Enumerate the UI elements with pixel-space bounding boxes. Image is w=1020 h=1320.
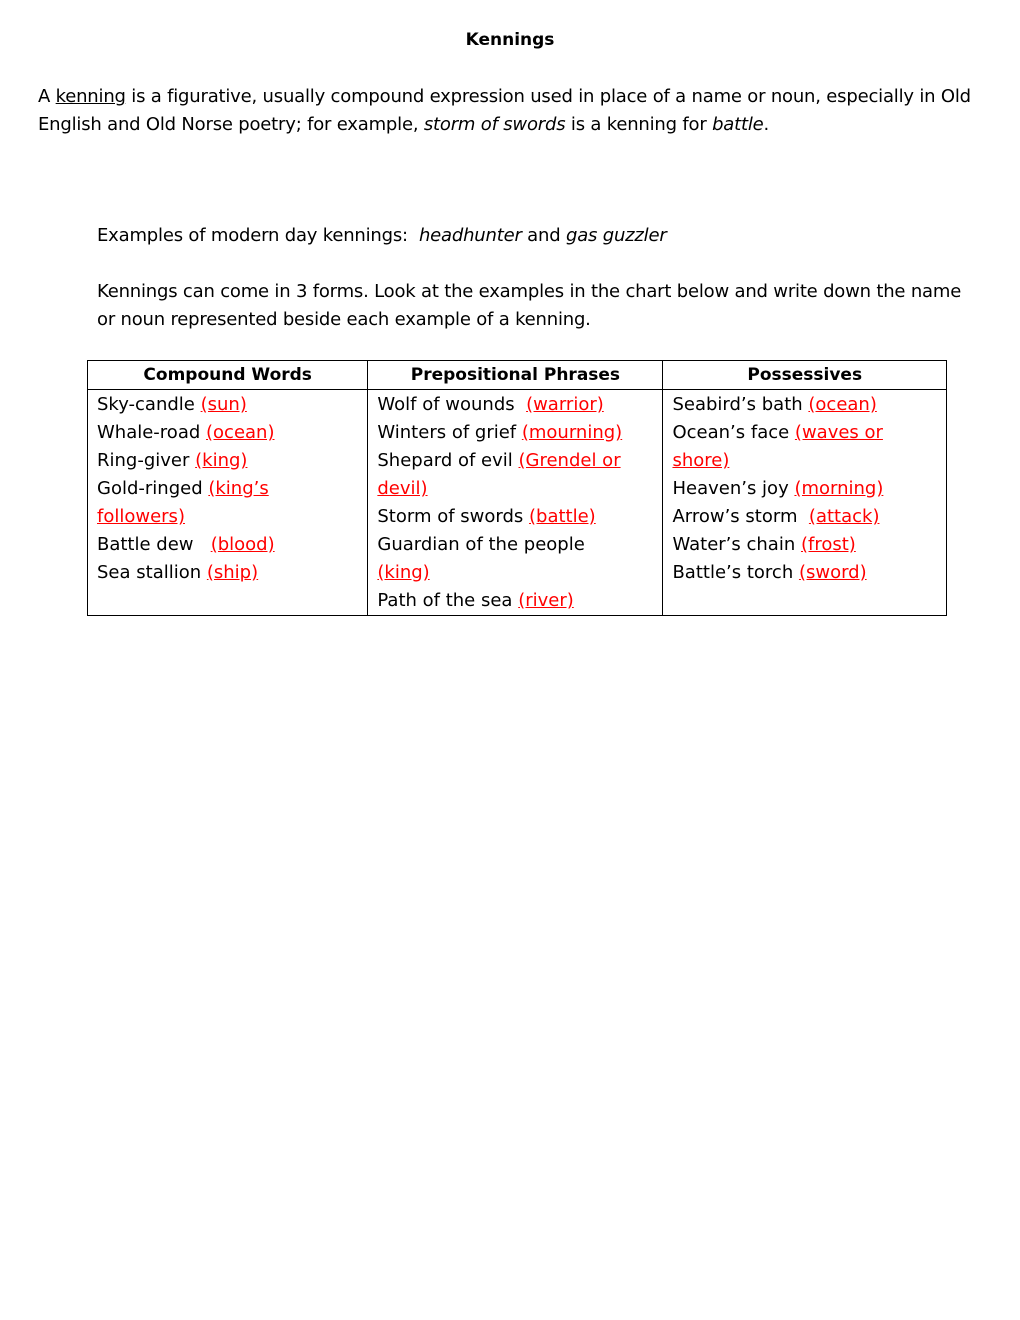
term-kenning: kenning <box>55 86 126 107</box>
kennings-table <box>87 360 947 616</box>
list-item <box>672 475 937 503</box>
list-item <box>97 475 307 531</box>
list-item <box>97 447 358 475</box>
column-compound-words <box>88 390 368 616</box>
kenning-text: Battle’s torch <box>672 562 799 583</box>
list-item <box>672 559 937 587</box>
column-prepositional-phrases <box>368 390 663 616</box>
modern-example-1: headhunter <box>418 225 522 246</box>
header-possessives: Possessives <box>663 361 947 390</box>
answer-text: (waves or shore) <box>672 422 883 471</box>
kenning-text: Heaven’s joy <box>672 478 795 499</box>
intro-example: storm of swords <box>423 114 566 135</box>
list-item <box>672 503 937 531</box>
kenning-text: Sky-candle <box>97 394 201 415</box>
intro-prefix: A <box>38 86 56 107</box>
kenning-text: Battle dew <box>97 534 211 555</box>
answer-text: (river) <box>518 590 574 611</box>
answer-text: (attack) <box>808 506 880 527</box>
modern-example-2: gas guzzler <box>565 225 667 246</box>
kenning-text: Ring-giver <box>97 450 196 471</box>
answer-text: (morning) <box>794 478 884 499</box>
list-item <box>377 587 653 615</box>
kenning-text: Whale-road <box>97 422 207 443</box>
kenning-text: Seabird’s bath <box>672 394 809 415</box>
intro-middle: is a kenning for <box>565 114 713 135</box>
list-item <box>672 531 937 559</box>
kenning-text: Guardian of the people <box>377 534 585 555</box>
list-item <box>672 391 937 419</box>
list-item <box>377 419 653 447</box>
answer-text: (Grendel or devil) <box>377 450 621 499</box>
list-item <box>97 559 358 587</box>
answer-text: (blood) <box>210 534 275 555</box>
answer-text: (warrior) <box>526 394 604 415</box>
list-item <box>377 531 617 587</box>
answer-text: (ocean) <box>808 394 877 415</box>
kenning-text: Shepard of evil <box>377 450 519 471</box>
kenning-text: Water’s chain <box>672 534 801 555</box>
answer-text: (frost) <box>800 534 856 555</box>
kenning-text: Storm of swords <box>377 506 530 527</box>
answer-text: (mourning) <box>521 422 623 443</box>
answer-text: (sun) <box>200 394 247 415</box>
answer-text: (battle) <box>529 506 596 527</box>
list-item <box>97 391 358 419</box>
intro-example-meaning: battle <box>712 114 764 135</box>
modern-label: Examples of modern day kennings: <box>97 225 419 246</box>
modern-examples <box>97 222 977 250</box>
list-item <box>97 531 358 559</box>
answer-text: (king) <box>377 562 430 583</box>
kenning-text: Sea stallion <box>97 562 207 583</box>
answer-text: (ship) <box>206 562 259 583</box>
kenning-text: Arrow’s storm <box>672 506 809 527</box>
intro-paragraph <box>38 83 988 139</box>
intro-body: is a figurative, usually compound expression used in place of a name or noun, especially in Old English and Old Norse poetry; for example, <box>38 86 971 135</box>
kenning-text: Ocean’s face <box>672 422 795 443</box>
kenning-text: Gold-ringed <box>97 478 209 499</box>
instructions-paragraph: Kennings can come in 3 forms. Look at the examples in the chart below and write down the name or noun represented beside each example of a kenning. <box>97 281 962 330</box>
list-item <box>377 447 639 503</box>
list-item <box>377 391 653 419</box>
modern-joiner: and <box>521 225 566 246</box>
header-prepositional-phrases: Prepositional Phrases <box>368 361 663 390</box>
answer-text: (ocean) <box>206 422 275 443</box>
table-header-row <box>88 361 947 390</box>
list-item <box>97 419 358 447</box>
list-item <box>377 503 653 531</box>
header-compound-words: Compound Words <box>88 361 368 390</box>
table-row <box>88 390 947 616</box>
kenning-text: Path of the sea <box>377 590 519 611</box>
column-possessives <box>663 390 947 616</box>
answer-text: (sword) <box>798 562 867 583</box>
list-item <box>672 419 912 475</box>
kenning-text: Winters of grief <box>377 422 522 443</box>
answer-text: (king’s followers) <box>97 478 269 527</box>
answer-text: (king) <box>195 450 248 471</box>
kenning-text: Wolf of wounds <box>377 394 527 415</box>
page-title: Kennings <box>465 30 555 50</box>
intro-suffix: . <box>763 114 770 135</box>
